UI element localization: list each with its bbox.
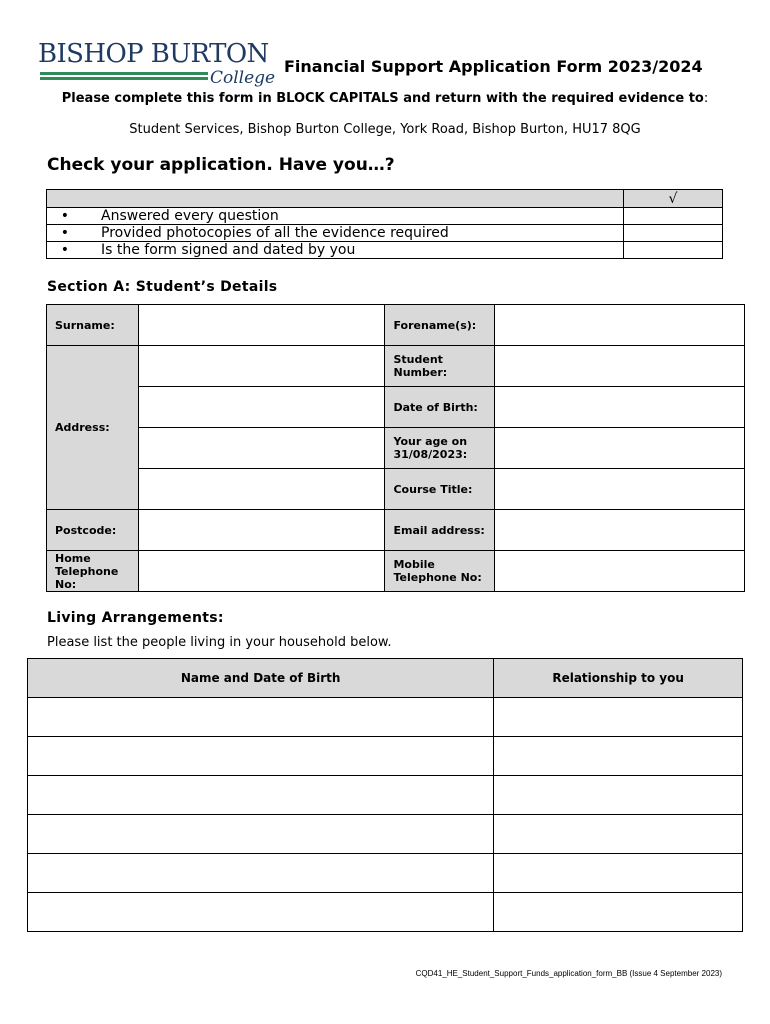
mobile-label: Mobile Telephone No: [385, 551, 495, 592]
email-field[interactable] [495, 510, 745, 551]
checklist-table [46, 189, 723, 259]
household-row [28, 698, 743, 737]
checklist-header-row [47, 190, 723, 208]
age-field[interactable] [495, 428, 745, 469]
household-name-field[interactable] [28, 698, 494, 737]
checklist-item-text: Answered every question [101, 208, 279, 224]
household-row [28, 737, 743, 776]
household-row [28, 893, 743, 932]
surname-field[interactable] [138, 305, 385, 346]
course-title-label: Course Title: [385, 469, 495, 510]
student-number-label: Student Number: [385, 346, 495, 387]
age-label: Your age on 31/08/2023: [385, 428, 495, 469]
email-label: Email address: [385, 510, 495, 551]
home-phone-label: Home Telephone No: [47, 551, 139, 592]
details-row [47, 551, 745, 592]
logo-wordmark: BISHOP BURTON [38, 39, 269, 69]
household-relationship-field[interactable] [494, 737, 743, 776]
checklist-row [47, 242, 723, 259]
checklist-item [47, 225, 624, 242]
details-row [47, 428, 745, 469]
dob-label: Date of Birth: [385, 387, 495, 428]
postcode-field[interactable] [138, 510, 385, 551]
household-name-field[interactable] [28, 776, 494, 815]
household-relationship-field[interactable] [494, 893, 743, 932]
living-arrangements-heading: Living Arrangements: [47, 610, 224, 626]
postcode-label: Postcode: [47, 510, 139, 551]
surname-label: Surname: [47, 305, 139, 346]
household-name-field[interactable] [28, 893, 494, 932]
mobile-field[interactable] [495, 551, 745, 592]
tick-column-header: √ [624, 190, 723, 208]
checklist-tick-box[interactable] [624, 242, 723, 259]
logo-stripe [40, 72, 208, 75]
checklist-row [47, 208, 723, 225]
details-row [47, 469, 745, 510]
living-arrangements-note: Please list the people living in your household below. [47, 635, 392, 650]
household-relationship-field[interactable] [494, 776, 743, 815]
forenames-label: Forename(s): [385, 305, 495, 346]
checklist-tick-box[interactable] [624, 208, 723, 225]
checklist-item-text: Is the form signed and dated by you [101, 242, 356, 258]
household-relationship-field[interactable] [494, 815, 743, 854]
name-dob-column-header: Name and Date of Birth [28, 659, 494, 698]
household-name-field[interactable] [28, 815, 494, 854]
logo-college-word: College [210, 68, 276, 88]
course-title-field[interactable] [495, 469, 745, 510]
details-row [47, 510, 745, 551]
logo-stripe [40, 77, 208, 80]
student-details-table [46, 304, 745, 592]
household-name-field[interactable] [28, 737, 494, 776]
address-line-3-field[interactable] [138, 428, 385, 469]
section-a-heading: Section A: Student’s Details [47, 279, 278, 295]
household-row [28, 854, 743, 893]
address-line-4-field[interactable] [138, 469, 385, 510]
checklist-item [47, 208, 624, 225]
address-line-1-field[interactable] [138, 346, 385, 387]
details-row [47, 305, 745, 346]
household-row [28, 776, 743, 815]
checklist-item-text: Provided photocopies of all the evidence required [101, 225, 449, 241]
home-phone-field[interactable] [138, 551, 385, 592]
relationship-column-header: Relationship to you [494, 659, 743, 698]
bullet-icon: • [60, 242, 69, 258]
dob-field[interactable] [495, 387, 745, 428]
instructions-text: Please complete this form in BLOCK CAPITALS and return with the required evidence to [61, 91, 704, 106]
bullet-icon: • [60, 225, 69, 241]
checklist-heading: Check your application. Have you…? [47, 155, 395, 175]
details-row [47, 387, 745, 428]
college-logo [38, 40, 280, 88]
checklist-row [47, 225, 723, 242]
form-title: Financial Support Application Form 2023/2024 [284, 57, 703, 76]
household-header-row [28, 659, 743, 698]
checklist-item [47, 242, 624, 259]
forenames-field[interactable] [495, 305, 745, 346]
document-footer: CQD41_HE_Student_Support_Funds_application_form_BB (Issue 4 September 2023) [415, 969, 722, 978]
return-address: Student Services, Bishop Burton College, York Road, Bishop Burton, HU17 8QG [129, 122, 641, 137]
instructions-colon: : [703, 91, 709, 106]
bullet-icon: • [60, 208, 69, 224]
household-name-field[interactable] [28, 854, 494, 893]
household-row [28, 815, 743, 854]
address-label: Address: [47, 346, 139, 510]
details-row [47, 346, 745, 387]
address-line-2-field[interactable] [138, 387, 385, 428]
household-relationship-field[interactable] [494, 854, 743, 893]
checklist-tick-box[interactable] [624, 225, 723, 242]
household-table [27, 658, 743, 932]
household-relationship-field[interactable] [494, 698, 743, 737]
checklist-header-cell [47, 190, 624, 208]
instructions [40, 91, 730, 106]
student-number-field[interactable] [495, 346, 745, 387]
